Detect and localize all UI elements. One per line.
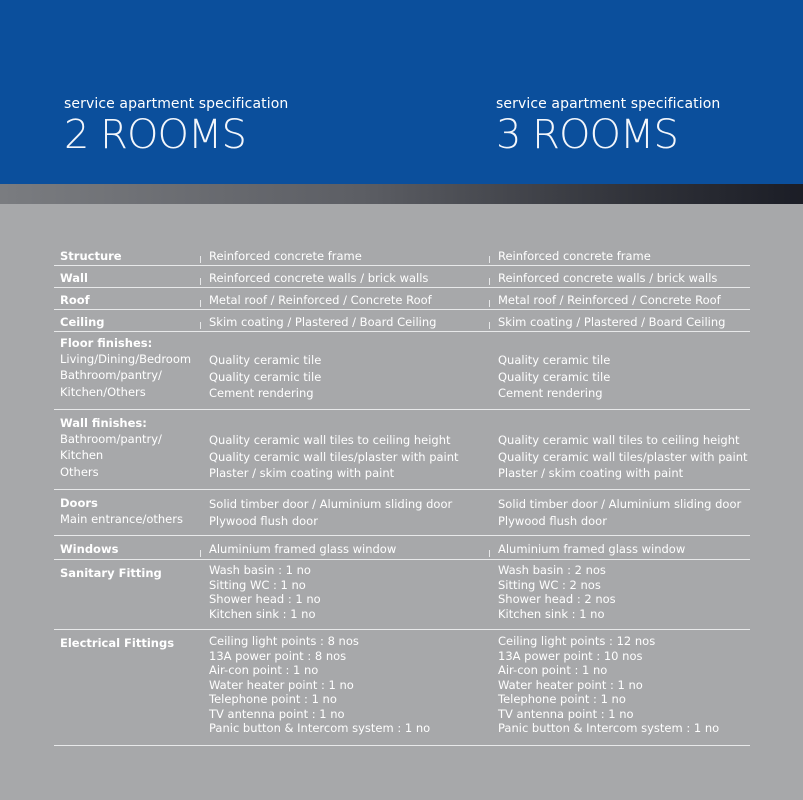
- three-rooms-value-cell: [498, 352, 750, 402]
- two-rooms-value: Aluminium framed glass window: [209, 542, 397, 556]
- three-rooms-value: Ceiling light points : 12 nos: [498, 634, 656, 648]
- three-rooms-value: Quality ceramic wall tiles to ceiling height: [498, 433, 740, 447]
- two-rooms-value: Plywood flush door: [209, 514, 318, 528]
- two-rooms-value: Quality ceramic tile: [209, 369, 322, 384]
- three-rooms-value-cell: [498, 634, 750, 736]
- spec-heading: Doors: [60, 496, 98, 510]
- spec-heading: Wall finishes:: [60, 416, 147, 430]
- spec-sublabel: Bathroom/pantry/: [60, 368, 162, 382]
- two-rooms-title: 2 ROOMS: [64, 112, 246, 158]
- two-rooms-value: Reinforced concrete walls / brick walls: [209, 271, 429, 285]
- two-rooms-value-cell: [209, 496, 494, 530]
- three-rooms-value: Solid timber door / Aluminium sliding door: [498, 497, 742, 511]
- spec-row: [54, 266, 750, 288]
- spec-heading: Roof: [60, 293, 90, 307]
- column-divider: [200, 256, 201, 263]
- spec-sublabel: Kitchen/Others: [60, 384, 146, 399]
- column-divider: [489, 322, 490, 329]
- three-rooms-value: Panic button & Intercom system : 1 no: [498, 721, 720, 735]
- three-rooms-value-cell: [498, 496, 750, 530]
- two-rooms-value: Quality ceramic wall tiles/plaster with paint: [209, 449, 459, 464]
- two-rooms-value: Telephone point : 1 no: [209, 692, 337, 706]
- two-rooms-value: Kitchen sink : 1 no: [209, 606, 316, 621]
- three-rooms-value: Telephone point : 1 no: [498, 692, 626, 706]
- column-divider: [489, 300, 490, 307]
- three-rooms-value: Reinforced concrete frame: [498, 249, 651, 263]
- column-divider: [489, 550, 490, 557]
- three-rooms-value: Metal roof / Reinforced / Concrete Roof: [498, 293, 721, 307]
- three-rooms-subtitle: service apartment specification: [496, 96, 721, 112]
- three-rooms-value: Quality ceramic tile: [498, 353, 611, 367]
- spec-table: [54, 244, 750, 746]
- two-rooms-value-cell: [209, 563, 494, 621]
- spec-row: [54, 332, 750, 410]
- column-divider: [200, 322, 201, 329]
- spec-row: [54, 630, 750, 746]
- two-rooms-value-cell: [209, 249, 494, 264]
- two-rooms-value: Sitting WC : 1 no: [209, 577, 306, 592]
- two-rooms-value: Reinforced concrete frame: [209, 249, 362, 263]
- two-rooms-value: 13A power point : 8 nos: [209, 648, 347, 663]
- two-rooms-value: Panic button & Intercom system : 1 no: [209, 721, 431, 735]
- column-divider: [489, 278, 490, 285]
- spec-sublabel: Living/Dining/Bedroom: [60, 351, 192, 366]
- spec-heading: Sanitary Fitting: [60, 566, 162, 580]
- two-rooms-heading: [64, 95, 364, 157]
- two-rooms-value-cell: [209, 293, 494, 308]
- three-rooms-value: Aluminium framed glass window: [498, 542, 686, 556]
- two-rooms-value: Solid timber door / Aluminium sliding door: [209, 497, 453, 511]
- three-rooms-value-cell: [498, 271, 750, 286]
- three-rooms-value: Wash basin : 2 nos: [498, 563, 606, 577]
- two-rooms-value: Wash basin : 1 no: [209, 563, 311, 577]
- three-rooms-title: 3 ROOMS: [496, 112, 678, 158]
- spec-label: [60, 271, 205, 286]
- spec-sublabel: Others: [60, 464, 99, 479]
- spec-row: [54, 490, 750, 536]
- three-rooms-value: Kitchen sink : 1 no: [498, 606, 605, 621]
- three-rooms-value: Shower head : 2 nos: [498, 592, 616, 606]
- three-rooms-value: Air-con point : 1 no: [498, 663, 608, 677]
- three-rooms-value: TV antenna point : 1 no: [498, 706, 634, 721]
- two-rooms-value-cell: [209, 352, 494, 402]
- three-rooms-value: Reinforced concrete walls / brick walls: [498, 271, 718, 285]
- three-rooms-value: 13A power point : 10 nos: [498, 648, 643, 663]
- three-rooms-heading: [496, 95, 796, 157]
- two-rooms-value: Quality ceramic tile: [209, 353, 322, 367]
- two-rooms-value: Air-con point : 1 no: [209, 663, 319, 677]
- spec-heading: Electrical Fittings: [60, 636, 175, 650]
- three-rooms-value: Skim coating / Plastered / Board Ceiling: [498, 315, 726, 329]
- spec-label: [60, 496, 205, 528]
- two-rooms-value: Ceiling light points : 8 nos: [209, 634, 359, 648]
- spec-heading: Structure: [60, 249, 122, 263]
- spec-label: [60, 249, 205, 264]
- spec-heading: Wall: [60, 271, 88, 285]
- three-rooms-value: Quality ceramic wall tiles/plaster with paint: [498, 449, 748, 464]
- spec-row: [54, 310, 750, 332]
- spec-row: [54, 560, 750, 630]
- spec-heading: Ceiling: [60, 315, 105, 329]
- spec-label: [60, 293, 205, 308]
- three-rooms-value-cell: [498, 542, 750, 557]
- two-rooms-value-cell: [209, 432, 494, 482]
- spec-label: [60, 542, 205, 557]
- three-rooms-value: Cement rendering: [498, 386, 603, 400]
- divider-stripe: [0, 184, 803, 204]
- three-rooms-value-cell: [498, 293, 750, 308]
- spec-label: [60, 315, 205, 330]
- two-rooms-value: TV antenna point : 1 no: [209, 706, 345, 721]
- three-rooms-value-cell: [498, 315, 750, 330]
- two-rooms-value-cell: [209, 542, 494, 557]
- column-divider: [200, 278, 201, 285]
- two-rooms-value-cell: [209, 315, 494, 330]
- spec-row: [54, 288, 750, 310]
- three-rooms-value-cell: [498, 432, 750, 482]
- column-divider: [489, 256, 490, 263]
- three-rooms-value-cell: [498, 249, 750, 264]
- two-rooms-value: Skim coating / Plastered / Board Ceiling: [209, 315, 437, 329]
- two-rooms-value-cell: [209, 634, 494, 736]
- spec-heading: Windows: [60, 542, 119, 556]
- two-rooms-value: Cement rendering: [209, 386, 314, 400]
- spec-label: [60, 566, 205, 581]
- three-rooms-value: Sitting WC : 2 nos: [498, 577, 601, 592]
- spec-row: [54, 536, 750, 560]
- two-rooms-value: Water heater point : 1 no: [209, 677, 354, 692]
- three-rooms-value: Plaster / skim coating with paint: [498, 466, 684, 480]
- spec-row: [54, 244, 750, 266]
- two-rooms-subtitle: service apartment specification: [64, 96, 289, 112]
- header-banner: [0, 0, 803, 184]
- spec-heading: Floor finishes:: [60, 336, 153, 350]
- spec-label: [60, 636, 205, 651]
- two-rooms-value: Shower head : 1 no: [209, 592, 321, 606]
- three-rooms-value: Plywood flush door: [498, 514, 607, 528]
- two-rooms-value: Quality ceramic wall tiles to ceiling height: [209, 433, 451, 447]
- spec-label: [60, 336, 205, 400]
- three-rooms-value-cell: [498, 563, 750, 621]
- two-rooms-value: Plaster / skim coating with paint: [209, 466, 395, 480]
- spec-label: [60, 416, 205, 480]
- spec-sublabel: Kitchen: [60, 448, 104, 462]
- three-rooms-value: Water heater point : 1 no: [498, 677, 643, 692]
- three-rooms-value: Quality ceramic tile: [498, 369, 611, 384]
- two-rooms-value-cell: [209, 271, 494, 286]
- column-divider: [200, 550, 201, 557]
- spec-sublabel: Bathroom/pantry/: [60, 431, 162, 446]
- column-divider: [200, 300, 201, 307]
- two-rooms-value: Metal roof / Reinforced / Concrete Roof: [209, 293, 432, 307]
- spec-row: [54, 410, 750, 490]
- spec-sublabel: Main entrance/others: [60, 511, 183, 526]
